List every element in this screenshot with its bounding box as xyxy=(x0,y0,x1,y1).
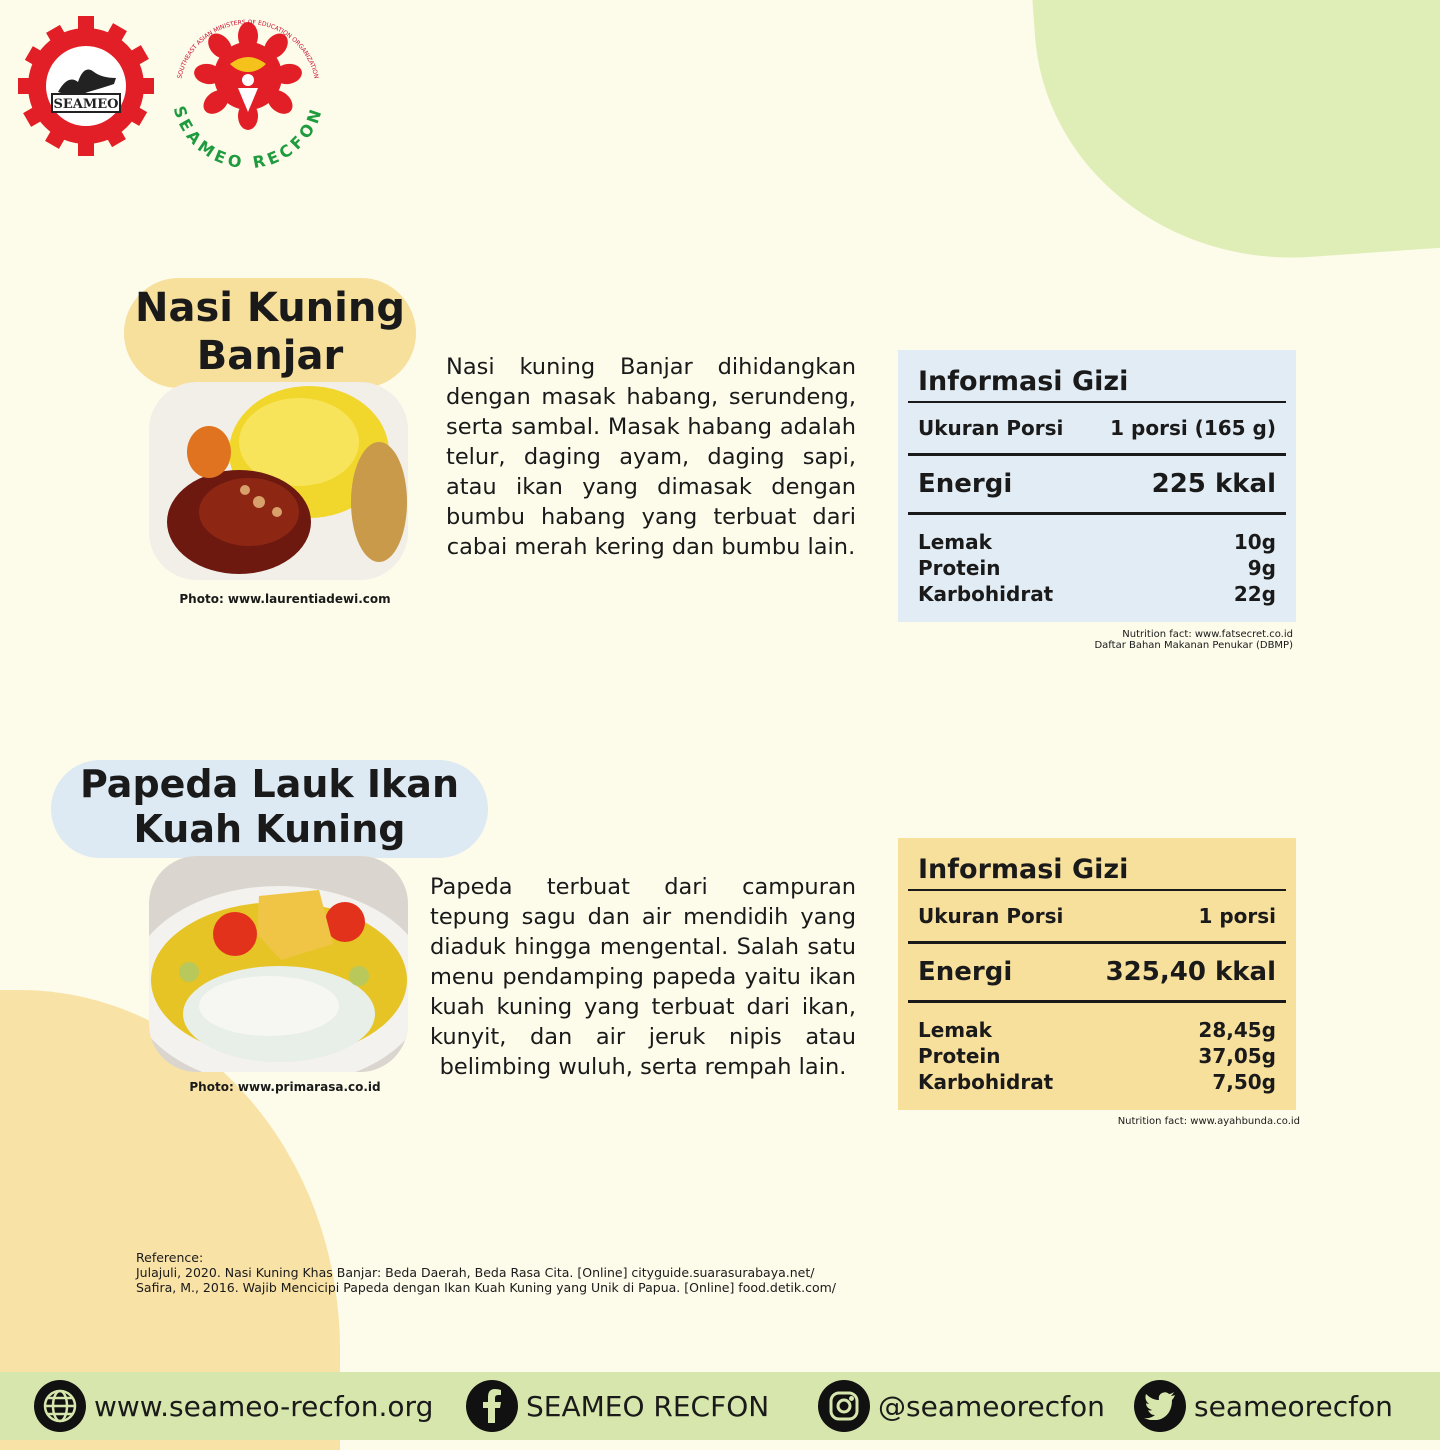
dish2-title-line1: Papeda Lauk Ikan xyxy=(79,762,460,806)
website-text: www.seameo-recfon.org xyxy=(94,1389,434,1423)
svg-text:SEAMEO: SEAMEO xyxy=(53,97,119,112)
serving-value: 1 porsi xyxy=(1198,904,1276,928)
seameo-recfon-logo xyxy=(160,14,336,170)
carb-label: Karbohidrat xyxy=(918,1070,1054,1094)
dish1-source-line1: Nutrition fact: www.fatsecret.co.id xyxy=(1122,629,1293,640)
footer-bar xyxy=(0,1372,1440,1440)
energy-label: Energi xyxy=(918,469,1013,499)
footer-twitter[interactable] xyxy=(1134,1380,1393,1432)
dish2-photo-caption: Photo: www.primarasa.co.id xyxy=(189,1080,381,1094)
instagram-text: @seameorecfon xyxy=(878,1389,1105,1423)
twitter-icon xyxy=(1134,1380,1186,1432)
dish2-nutrition-panel xyxy=(898,838,1296,1110)
fat-label: Lemak xyxy=(918,1018,992,1042)
dish1-serving-row xyxy=(908,403,1286,456)
reference-line2: Safira, M., 2016. Wajib Mencicipi Papeda dengan Ikan Kuah Kuning yang Unik di Papua. [Online] food.detik.com/ xyxy=(136,1280,837,1295)
dish2-carb-row xyxy=(908,1069,1286,1095)
seameo-logo xyxy=(18,16,154,156)
serving-label: Ukuran Porsi xyxy=(918,416,1064,440)
protein-label: Protein xyxy=(918,556,1001,580)
dish1-nutrition-title: Informasi Gizi xyxy=(908,360,1286,403)
dish2-nutrition-source: Nutrition fact: www.ayahbunda.co.id xyxy=(1117,1116,1300,1127)
reference-block xyxy=(136,1250,836,1295)
reference-line1: Julajuli, 2020. Nasi Kuning Khas Banjar: Beda Daerah, Beda Rasa Cita. [Online] cityguide.suarasurabaya.net/ xyxy=(136,1265,815,1280)
dish2-title xyxy=(51,760,488,858)
globe-icon xyxy=(34,1380,86,1432)
dish2-title-line2: Kuah Kuning xyxy=(133,807,406,851)
energy-value: 225 kkal xyxy=(1151,469,1276,499)
dish1-photo xyxy=(149,382,408,580)
serving-label: Ukuran Porsi xyxy=(918,904,1064,928)
dish1-carb-row xyxy=(908,581,1286,607)
dish2-photo xyxy=(149,856,408,1072)
dish1-fat-row xyxy=(908,529,1286,555)
fat-value: 10g xyxy=(1233,530,1276,554)
dish1-title-line1: Nasi Kuning xyxy=(135,285,405,331)
dish1-nutrition-source xyxy=(898,629,1293,651)
facebook-icon xyxy=(466,1380,518,1432)
dish2-protein-row xyxy=(908,1043,1286,1069)
energy-label: Energi xyxy=(918,957,1013,987)
energy-value: 325,40 kkal xyxy=(1105,957,1276,987)
dish1-title xyxy=(124,278,416,388)
serving-value: 1 porsi (165 g) xyxy=(1110,416,1276,440)
dish2-description: Papeda terbuat dari campuran tepung sagu dan air mendidih yang diaduk hingga mengental. Salah satu menu pendamping papeda yaitu ikan kuah kuning yang terbuat dari ikan, kunyit, dan air jeruk nipis atau belimbing wuluh, serta rempah lain. xyxy=(430,874,856,1080)
dish1-protein-row xyxy=(908,555,1286,581)
dish1-source-line2: Daftar Bahan Makanan Penukar (DBMP) xyxy=(1094,640,1293,651)
svg-text:SEAMEO RECFON: SEAMEO RECFON xyxy=(169,103,327,170)
twitter-text: seameorecfon xyxy=(1194,1389,1393,1423)
protein-label: Protein xyxy=(918,1044,1001,1068)
dish2-serving-row xyxy=(908,891,1286,944)
footer-facebook[interactable] xyxy=(466,1380,769,1432)
protein-value: 9g xyxy=(1247,556,1276,580)
facebook-text: SEAMEO RECFON xyxy=(526,1389,770,1423)
footer-instagram[interactable] xyxy=(818,1380,1105,1432)
decorative-blob-top-right xyxy=(1029,0,1440,275)
reference-heading: Reference: xyxy=(136,1250,204,1265)
carb-value: 22g xyxy=(1233,582,1276,606)
protein-value: 37,05g xyxy=(1198,1044,1276,1068)
fat-label: Lemak xyxy=(918,530,992,554)
dish1-energy-row xyxy=(908,456,1286,515)
dish2-nutrition-title: Informasi Gizi xyxy=(908,848,1286,891)
dish2-fat-row xyxy=(908,1017,1286,1043)
fat-value: 28,45g xyxy=(1198,1018,1276,1042)
dish1-title-line2: Banjar xyxy=(196,333,344,379)
svg-text:SOUTHEAST ASIAN MINISTERS OF E: SOUTHEAST ASIAN MINISTERS OF EDUCATION ORGANIZATION xyxy=(176,18,320,80)
dish1-nutrition-panel xyxy=(898,350,1296,622)
dish1-photo-caption: Photo: www.laurentiadewi.com xyxy=(179,592,391,606)
carb-value: 7,50g xyxy=(1212,1070,1276,1094)
carb-label: Karbohidrat xyxy=(918,582,1054,606)
dish2-energy-row xyxy=(908,944,1286,1003)
instagram-icon xyxy=(818,1380,870,1432)
dish1-description: Nasi kuning Banjar dihidangkan dengan masak habang, serundeng, serta sambal. Masak habang adalah telur, daging ayam, daging sapi, atau ikan yang dimasak dengan bumbu habang yang terbuat dari cabai merah kering dan bumbu lain. xyxy=(446,354,856,560)
footer-website[interactable] xyxy=(34,1380,433,1432)
